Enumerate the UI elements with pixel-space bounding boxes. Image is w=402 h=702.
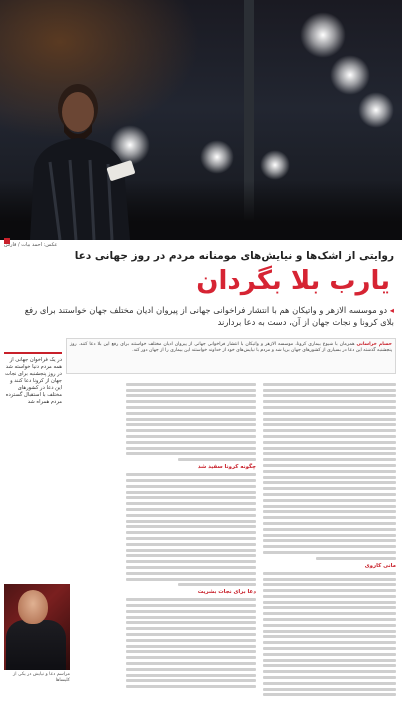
text-line	[178, 583, 256, 586]
text-line	[126, 412, 256, 415]
text-line	[263, 583, 396, 586]
subheading-2: دعا برای نجات بشریت	[197, 589, 256, 596]
text-line	[126, 418, 256, 421]
text-line	[126, 685, 256, 688]
text-line	[263, 481, 396, 484]
text-line	[126, 520, 256, 523]
text-line	[126, 560, 256, 563]
street-light	[330, 55, 370, 95]
text-line	[263, 516, 396, 519]
text-line	[263, 400, 396, 403]
intro-text: همزمان با شیوع بیماری کرونا، موسسه الازهر و واتیکان با انتشار فراخوانی جهانی از پیروان ادیان مختلف خواستند برای رفع این بلا دعا کنند. روز پنجشنبه گذشته این دعا در بسیاری از کشورهای جهان برپا شد و مردم با نیایش‌های خود از خداوند خواستند این بیماری را از جهان دور کند.	[70, 342, 392, 354]
text-line	[126, 578, 256, 581]
text-line	[126, 549, 256, 552]
text-line	[263, 505, 396, 508]
text-line	[126, 616, 256, 619]
body-column-middle	[126, 380, 256, 698]
text-line	[126, 514, 256, 517]
text-line	[126, 598, 256, 601]
text-line	[263, 578, 396, 581]
text-line	[126, 650, 256, 653]
text-line	[126, 502, 256, 505]
text-line	[263, 670, 396, 673]
text-line	[126, 452, 256, 455]
text-line	[263, 493, 396, 496]
text-line	[126, 668, 256, 671]
text-line	[263, 499, 396, 502]
text-line	[126, 645, 256, 648]
text-line	[263, 659, 396, 662]
text-line	[263, 487, 396, 490]
text-line	[126, 441, 256, 444]
text-line	[263, 418, 396, 421]
text-line	[126, 639, 256, 642]
lead-text: دو موسسه الازهر و واتیکان هم با انتشار فراخوانی جهانی از پیروان ادیان مختلف جهان خواستند برای رفع بلای کرونا و نجات جهان از آن، دست به دعا بردارند	[24, 305, 394, 327]
text-line	[263, 476, 396, 479]
text-line	[263, 688, 396, 691]
text-line	[263, 551, 396, 554]
text-line	[126, 400, 256, 403]
headline: یارب بلا بگردان	[196, 266, 390, 296]
text-line	[126, 604, 256, 607]
text-line	[263, 441, 396, 444]
text-line	[263, 406, 396, 409]
street-light	[260, 150, 290, 180]
text-line	[126, 627, 256, 630]
text-line	[263, 676, 396, 679]
text-line	[126, 554, 256, 557]
text-line	[263, 394, 396, 397]
street-light	[200, 140, 234, 174]
text-line	[263, 539, 396, 542]
quote-rule	[4, 352, 62, 354]
text-line	[126, 531, 256, 534]
kicker: روایتی از اشک‌ها و نیایش‌های مومنانه مردم در روز جهانی دعا	[74, 250, 394, 262]
person-body	[6, 620, 66, 670]
text-line	[126, 572, 256, 575]
text-line	[126, 435, 256, 438]
text-line	[126, 473, 256, 476]
text-line	[126, 566, 256, 569]
byline: حسام خراسانی	[356, 342, 392, 347]
text-line	[263, 624, 396, 627]
text-line	[126, 508, 256, 511]
text-line	[263, 435, 396, 438]
inset-photo	[4, 584, 70, 670]
text-line	[263, 589, 396, 592]
text-line	[126, 383, 256, 386]
inset-caption: مراسم دعا و نیایش در یکی از کلیساها	[13, 672, 70, 683]
text-line	[316, 557, 396, 560]
text-line	[263, 630, 396, 633]
text-line	[263, 534, 396, 537]
text-line	[263, 429, 396, 432]
text-line	[263, 423, 396, 426]
subheading-1: چگونه کرونا سفید شد	[197, 464, 256, 471]
text-line	[126, 389, 256, 392]
text-line	[263, 383, 396, 386]
text-line	[263, 528, 396, 531]
subheading-3: مانی کاروی	[364, 562, 396, 569]
text-line	[263, 470, 396, 473]
text-line	[263, 412, 396, 415]
text-line	[126, 656, 256, 659]
hero-photo	[0, 0, 402, 240]
person-head	[18, 590, 48, 624]
street-light	[300, 12, 346, 58]
text-line	[263, 464, 396, 467]
text-line	[126, 537, 256, 540]
bullet-icon: ◂	[387, 305, 394, 315]
text-line	[126, 447, 256, 450]
text-line	[263, 618, 396, 621]
text-line	[263, 682, 396, 685]
text-line	[126, 662, 256, 665]
photo-caption: عکس: احمد بیات / فارس	[4, 242, 58, 248]
text-line	[126, 485, 256, 488]
text-line	[263, 641, 396, 644]
text-line	[263, 635, 396, 638]
text-line	[126, 525, 256, 528]
text-line	[263, 647, 396, 650]
text-line	[263, 653, 396, 656]
text-line	[263, 606, 396, 609]
text-line	[263, 522, 396, 525]
street-light	[358, 92, 394, 128]
side-quote-text: در یک فراخوان جهانی از همه مردم دنیا خواسته شد در روز پنجشنبه برای نجات جهان از کرونا دعا کنند و این دعا در کشورهای مختلف با استقبال گسترده مردم همراه شد	[5, 357, 62, 405]
text-line	[126, 406, 256, 409]
text-line	[263, 452, 396, 455]
text-line	[263, 693, 396, 696]
text-line	[263, 458, 396, 461]
text-line	[126, 543, 256, 546]
text-line	[126, 429, 256, 432]
text-line	[263, 510, 396, 513]
lead-paragraph	[14, 304, 394, 328]
text-line	[263, 389, 396, 392]
text-line	[263, 612, 396, 615]
text-line	[126, 610, 256, 613]
text-line	[126, 479, 256, 482]
text-line	[263, 595, 396, 598]
text-line	[126, 621, 256, 624]
text-line	[126, 679, 256, 682]
intro-box	[66, 338, 396, 374]
text-line	[126, 394, 256, 397]
text-line	[126, 496, 256, 499]
body-column-right	[263, 380, 396, 698]
text-line	[263, 545, 396, 548]
side-quote	[4, 352, 62, 502]
text-line	[263, 664, 396, 667]
text-line	[126, 423, 256, 426]
text-line	[178, 458, 256, 461]
text-line	[126, 633, 256, 636]
text-line	[126, 491, 256, 494]
text-line	[263, 447, 396, 450]
text-line	[126, 674, 256, 677]
praying-man	[20, 72, 140, 240]
text-line	[263, 572, 396, 575]
text-line	[263, 601, 396, 604]
